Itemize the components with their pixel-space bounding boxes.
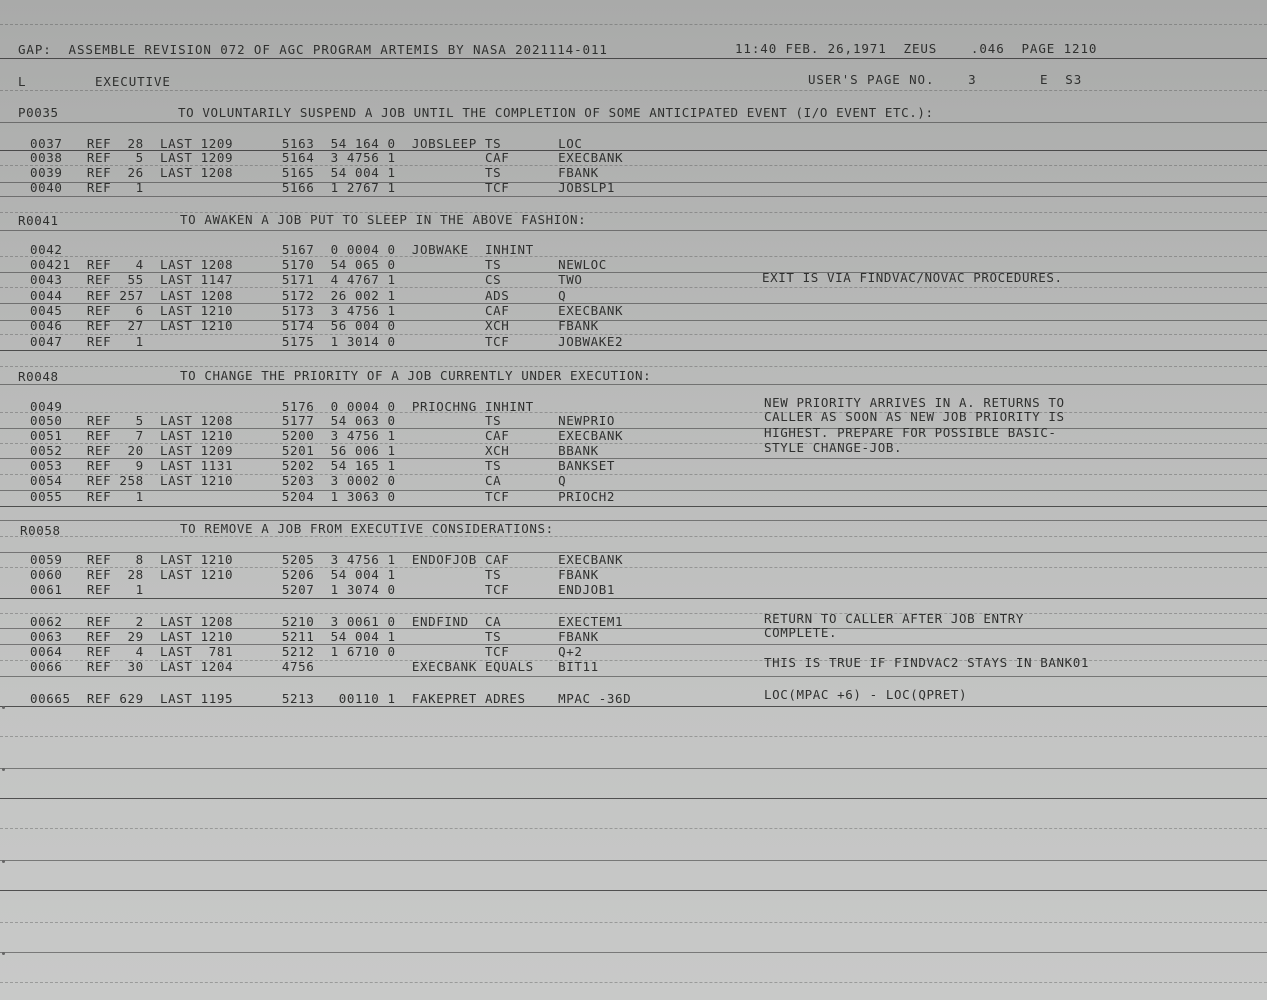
listing-line: 00665 REF 629 LAST 1195 5213 00110 1 FAKEPRET ADRES MPAC -36D (30, 691, 632, 706)
listing-note: NEW PRIORITY ARRIVES IN A. RETURNS TO (764, 395, 1065, 410)
listing-line-code: R0041 (18, 213, 59, 228)
listing-line: 0053 REF 9 LAST 1131 5202 54 165 1 TS BANKSET (30, 458, 616, 473)
section-comment: TO REMOVE A JOB FROM EXECUTIVE CONSIDERATIONS: (180, 521, 554, 536)
rule-line (0, 982, 1267, 983)
listing-note: HIGHEST. PREPARE FOR POSSIBLE BASIC- (764, 425, 1057, 440)
rule-line (0, 676, 1267, 677)
rule-line (0, 798, 1267, 799)
listing-line: 0059 REF 8 LAST 1210 5205 3 4756 1 ENDOFJOB CAF EXECBANK (30, 552, 624, 567)
listing-note: RETURN TO CALLER AFTER JOB ENTRY (764, 611, 1025, 626)
rule-line (0, 230, 1267, 231)
rule-line (0, 890, 1267, 891)
tractor-hole (2, 952, 5, 955)
section-comment: TO VOLUNTARILY SUSPEND A JOB UNTIL THE COMPLETION OF SOME ANTICIPATED EVENT (I/O EVENT ETC.): (178, 105, 934, 120)
listing-header-title: GAP: ASSEMBLE REVISION 072 OF AGC PROGRAM ARTEMIS BY NASA 2021114-011 (18, 42, 608, 57)
listing-line-code: R0048 (18, 369, 59, 384)
listing-note: STYLE CHANGE-JOB. (764, 440, 903, 455)
listing-line-code: R0058 (20, 523, 61, 538)
section-comment: TO CHANGE THE PRIORITY OF A JOB CURRENTLY UNDER EXECUTION: (180, 368, 652, 383)
listing-line: 0051 REF 7 LAST 1210 5200 3 4756 1 CAF EXECBANK (30, 428, 624, 443)
rule-line (0, 24, 1267, 25)
listing-header-timestamp: 11:40 FEB. 26,1971 ZEUS .046 PAGE 1210 (735, 41, 1098, 56)
listing-note: THIS IS TRUE IF FINDVAC2 STAYS IN BANK01 (764, 655, 1090, 670)
listing-line: 0052 REF 20 LAST 1209 5201 56 006 1 XCH BBANK (30, 443, 599, 458)
listing-note: EXIT IS VIA FINDVAC/NOVAC PROCEDURES. (762, 270, 1063, 285)
rule-line (0, 350, 1267, 351)
listing-note: CALLER AS SOON AS NEW JOB PRIORITY IS (764, 409, 1065, 424)
listing-line: 00421 REF 4 LAST 1208 5170 54 065 0 TS NEWLOC (30, 257, 607, 272)
users-page-number: USER'S PAGE NO. 3 (808, 72, 977, 87)
listing-line: 0049 5176 0 0004 0 PRIOCHNG INHINT (30, 399, 534, 414)
rule-line (0, 952, 1267, 953)
rule-line (0, 366, 1267, 367)
rule-line (0, 860, 1267, 861)
listing-line: 0063 REF 29 LAST 1210 5211 54 004 1 TS FBANK (30, 629, 599, 644)
rule-line (0, 506, 1267, 507)
listing-line: 0047 REF 1 5175 1 3014 0 TCF JOBWAKE2 (30, 334, 624, 349)
listing-line: 0061 REF 1 5207 1 3074 0 TCF ENDJOB1 (30, 582, 616, 597)
tractor-hole (2, 706, 5, 709)
section-comment: TO AWAKEN A JOB PUT TO SLEEP IN THE ABOVE FASHION: (180, 212, 587, 227)
listing-line: 0064 REF 4 LAST 781 5212 1 6710 0 TCF Q+2 (30, 644, 583, 659)
listing-line: 0037 REF 28 LAST 1209 5163 54 164 0 JOBSLEEP TS LOC (30, 136, 583, 151)
listing-line: 0066 REF 30 LAST 1204 4756 EXECBANK EQUALS BIT11 (30, 659, 599, 674)
listing-line-code: P0035 (18, 105, 59, 120)
listing-line: 0046 REF 27 LAST 1210 5174 56 004 0 XCH FBANK (30, 318, 599, 333)
rule-line (0, 196, 1267, 197)
listing-line: 0045 REF 6 LAST 1210 5173 3 4756 1 CAF EXECBANK (30, 303, 624, 318)
rule-line (0, 706, 1267, 707)
rule-line (0, 536, 1267, 537)
listing-note: LOC(MPAC +6) - LOC(QPRET) (764, 687, 968, 702)
listing-line: 0044 REF 257 LAST 1208 5172 26 002 1 ADS Q (30, 288, 567, 303)
listing-line: 0039 REF 26 LAST 1208 5165 54 004 1 TS FBANK (30, 165, 599, 180)
rule-line (0, 828, 1267, 829)
listing-line: 0062 REF 2 LAST 1208 5210 3 0061 0 ENDFIND CA EXECTEM1 (30, 614, 624, 629)
section-code: L (18, 74, 27, 89)
listing-line: 0043 REF 55 LAST 1147 5171 4 4767 1 CS TWO (30, 272, 583, 287)
rule-line (0, 598, 1267, 599)
section-title: EXECUTIVE (95, 74, 171, 89)
users-page-suffix: E S3 (1040, 72, 1083, 87)
listing-line: 0050 REF 5 LAST 1208 5177 54 063 0 TS NEWPRIO (30, 413, 616, 428)
listing-line: 0054 REF 258 LAST 1210 5203 3 0002 0 CA Q (30, 473, 567, 488)
rule-line (0, 736, 1267, 737)
tractor-hole (2, 860, 5, 863)
listing-line: 0060 REF 28 LAST 1210 5206 54 004 1 TS FBANK (30, 567, 599, 582)
listing-note: COMPLETE. (764, 625, 838, 640)
rule-line (0, 58, 1267, 59)
rule-line (0, 122, 1267, 123)
rule-line (0, 384, 1267, 385)
listing-line: 0038 REF 5 LAST 1209 5164 3 4756 1 CAF EXECBANK (30, 150, 624, 165)
listing-line: 0040 REF 1 5166 1 2767 1 TCF JOBSLP1 (30, 180, 616, 195)
rule-line (0, 768, 1267, 769)
listing-line: 0055 REF 1 5204 1 3063 0 TCF PRIOCH2 (30, 489, 616, 504)
listing-line: 0042 5167 0 0004 0 JOBWAKE INHINT (30, 242, 534, 257)
rule-line (0, 90, 1267, 91)
rule-line (0, 922, 1267, 923)
tractor-hole (2, 768, 5, 771)
